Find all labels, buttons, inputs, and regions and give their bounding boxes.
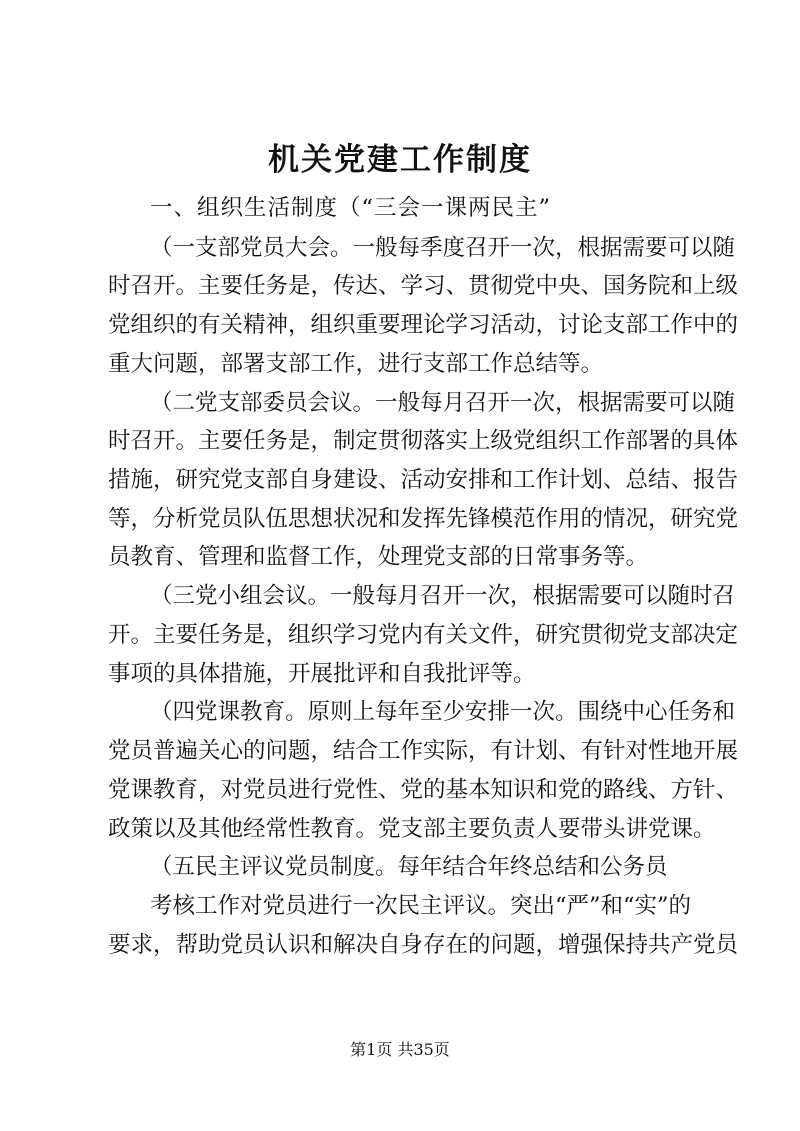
- paragraph-line: 事项的具体措施，开展批评和自我批评等。: [108, 661, 536, 687]
- paragraph-line: （二党支部委员会议。一般每月召开一次，根据需要可以随: [150, 390, 736, 416]
- paragraph-line: 党组织的有关精神，组织重要理论学习活动，讨论支部工作中的: [108, 312, 739, 338]
- paragraph-line: 措施，研究党支部自身建设、活动安排和工作计划、总结、报告: [108, 467, 739, 493]
- paragraph-line: 党课教育，对党员进行党性、党的基本知识和党的路线、方针、: [108, 777, 739, 803]
- paragraph-line: 政策以及其他经常性教育。党支部主要负责人要带头讲党课。: [108, 816, 716, 842]
- paragraph-line: （五民主评议党员制度。每年结合年终总结和公务员: [150, 854, 668, 880]
- paragraph-line: 等，分析党员队伍思想状况和发挥先锋模范作用的情况，研究党: [108, 506, 739, 532]
- paragraph-line: 时召开。主要任务是，制定贯彻落实上级党组织工作部署的具体: [108, 428, 739, 454]
- paragraph-line: （一支部党员大会。一般每季度召开一次，根据需要可以随: [150, 235, 736, 261]
- paragraph-line: 党员普遍关心的问题，结合工作实际，有计划、有针对性地开展: [108, 738, 739, 764]
- paragraph-line: 时召开。主要任务是，传达、学习、贯彻党中央、国务院和上级: [108, 273, 739, 299]
- document-title: 机关党建工作制度: [268, 142, 532, 178]
- paragraph-line: 开。主要任务是，组织学习党内有关文件，研究贯彻党支部决定: [108, 622, 739, 648]
- paragraph-line: 要求，帮助党员认识和解决自身存在的问题，增强保持共产党员: [108, 932, 739, 958]
- paragraph-line: 重大问题，部署支部工作，进行支部工作总结等。: [108, 351, 604, 377]
- paragraph-line: 员教育、管理和监督工作，处理党支部的日常事务等。: [108, 544, 649, 570]
- paragraph-line: （三党小组会议。一般每月召开一次，根据需要可以随时召: [150, 583, 736, 609]
- page-number: 第1页 共35页: [350, 1040, 450, 1059]
- section-heading: 一、组织生活制度（“三会一课两民主”: [150, 195, 552, 221]
- paragraph-line: （四党课教育。原则上每年至少安排一次。围绕中心任务和: [150, 699, 736, 725]
- paragraph-line: 考核工作对党员进行一次民主评议。突出“严”和“实”的: [150, 893, 692, 919]
